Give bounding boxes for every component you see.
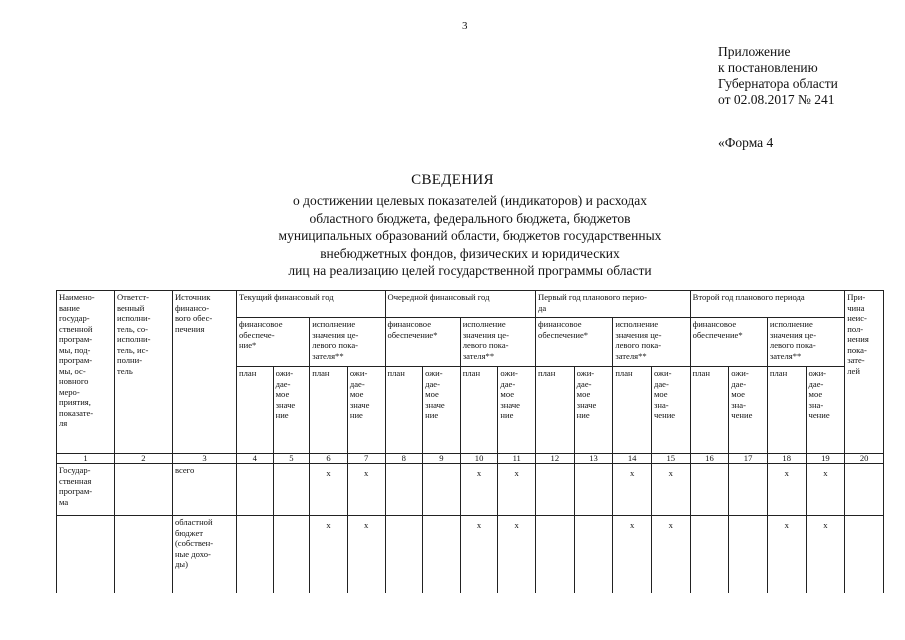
appendix-block [718, 44, 838, 108]
header-expected: ожи- дае- мое зна- чение [651, 367, 690, 454]
appendix-line: к постановлению [718, 60, 818, 75]
header-target: исполнение значения це- левого пока- зателя** [460, 318, 535, 367]
column-number: 16 [690, 454, 729, 464]
header-expected: ожи- дае- мое зна- чение [806, 367, 845, 454]
cell-16 [690, 516, 729, 594]
cell-9 [423, 516, 461, 594]
column-number: 4 [237, 454, 274, 464]
cell-mark: x [460, 516, 498, 594]
cell-8 [385, 516, 423, 594]
cell-17 [729, 516, 768, 594]
column-number: 19 [806, 454, 845, 464]
cell-mark: x [806, 464, 845, 516]
cell-5 [273, 464, 310, 516]
header-funding: финансовое обеспече- ние* [237, 318, 310, 367]
column-number: 1 [57, 454, 115, 464]
column-number: 12 [536, 454, 575, 464]
row-name: Государ- ственная програм- ма [57, 464, 115, 516]
row-executor [114, 516, 172, 594]
header-expected: ожи- дае- мое значе ние [273, 367, 310, 454]
header-plan: план [536, 367, 575, 454]
cell-mark: x [498, 464, 536, 516]
appendix-line: Приложение [718, 44, 791, 59]
appendix-line: Губернатора области [718, 76, 838, 91]
header-plan: план [613, 367, 652, 454]
cell-9 [423, 464, 461, 516]
header-plan: план [460, 367, 498, 454]
cell-mark: x [806, 516, 845, 594]
row-executor [114, 464, 172, 516]
cell-mark: x [347, 464, 385, 516]
cell-20 [845, 464, 884, 516]
header-plan: план [310, 367, 348, 454]
header-year-next: Очередной финансовый год [385, 291, 536, 318]
cell-mark: x [460, 464, 498, 516]
cell-4 [237, 516, 274, 594]
header-year-current: Текущий финансовый год [237, 291, 386, 318]
column-number: 5 [273, 454, 310, 464]
cell-mark: x [613, 464, 652, 516]
cell-mark: x [498, 516, 536, 594]
subtitle-line: областного бюджета, федерального бюджета, бюджетов [309, 210, 631, 226]
header-plan: план [690, 367, 729, 454]
cell-mark: x [310, 464, 348, 516]
column-number: 3 [172, 454, 236, 464]
column-number: 11 [498, 454, 536, 464]
cell-4 [237, 464, 274, 516]
table-row [57, 516, 884, 594]
subtitle-line: лиц на реализацию целей государственной программы области [288, 263, 652, 278]
header-expected: ожи- дае- мое значе ние [423, 367, 461, 454]
column-number: 20 [845, 454, 884, 464]
cell-12 [536, 464, 575, 516]
header-reason: При- чина неис- пол- нения пока- зате- лей [845, 291, 884, 454]
header-executor: Ответст- венный исполни- тель, со- исполни- тель, ис- полни- тель [114, 291, 172, 454]
cell-mark: x [310, 516, 348, 594]
column-number: 18 [767, 454, 806, 464]
column-number: 15 [651, 454, 690, 464]
cell-13 [574, 516, 613, 594]
header-target: исполнение значения це- левого пока- зателя** [613, 318, 690, 367]
row-name [57, 516, 115, 594]
cell-20 [845, 516, 884, 594]
header-funding: финансовое обеспечение* [690, 318, 767, 367]
header-funding: финансовое обеспечение* [536, 318, 613, 367]
header-plan: план [237, 367, 274, 454]
page-number: 3 [462, 20, 468, 32]
cell-mark: x [767, 516, 806, 594]
form-label: «Форма 4 [718, 135, 774, 150]
appendix-line: от 02.08.2017 № 241 [718, 92, 835, 107]
column-number: 6 [310, 454, 348, 464]
header-target: исполнение значения це- левого пока- зателя** [767, 318, 844, 367]
header-expected: ожи- дае- мое значе ние [574, 367, 613, 454]
header-expected: ожи- дае- мое зна- чение [729, 367, 768, 454]
column-number: 8 [385, 454, 423, 464]
subtitle-line: о достижении целевых показателей (индикаторов) и расходах [292, 193, 648, 208]
subtitle-line: внебюджетных фондов, физических и юридических [320, 245, 620, 261]
cell-17 [729, 464, 768, 516]
row-source: областной бюджет (собствен- ные дохо- ды) [172, 516, 236, 594]
column-number: 17 [729, 454, 768, 464]
cell-mark: x [347, 516, 385, 594]
header-source: Источник финансо- вого обес- печения [172, 291, 236, 454]
column-number: 10 [460, 454, 498, 464]
cell-16 [690, 464, 729, 516]
header-plan: план [385, 367, 423, 454]
header-name: Наимено- вание государ- ственной програм- мы, под- програм- мы, ос- новного меро- приятия, показате- ля [57, 291, 115, 454]
subtitle-line: муниципальных образований области, бюджетов государственных [278, 228, 662, 243]
cell-5 [273, 516, 310, 594]
column-number: 2 [114, 454, 172, 464]
column-number: 13 [574, 454, 613, 464]
cell-mark: x [767, 464, 806, 516]
cell-mark: x [651, 516, 690, 594]
header-funding: финансовое обеспечение* [385, 318, 460, 367]
cell-mark: x [613, 516, 652, 594]
cell-13 [574, 464, 613, 516]
cell-8 [385, 464, 423, 516]
header-year-plan1: Первый год планового перио- да [536, 291, 691, 318]
table-row [57, 464, 884, 516]
document-subtitle [230, 192, 710, 280]
row-source: всего [172, 464, 236, 516]
header-target: исполнение значения це- левого пока- зателя** [310, 318, 385, 367]
report-table [56, 290, 884, 593]
column-number: 7 [347, 454, 385, 464]
document-title: СВЕДЕНИЯ [411, 172, 494, 188]
header-plan: план [767, 367, 806, 454]
column-number: 14 [613, 454, 652, 464]
header-expected: ожи- дае- мое значе ние [498, 367, 536, 454]
column-number: 9 [423, 454, 461, 464]
cell-12 [536, 516, 575, 594]
header-year-plan2: Второй год планового периода [690, 291, 845, 318]
header-expected: ожи- дае- мое значе ние [347, 367, 385, 454]
cell-mark: x [651, 464, 690, 516]
